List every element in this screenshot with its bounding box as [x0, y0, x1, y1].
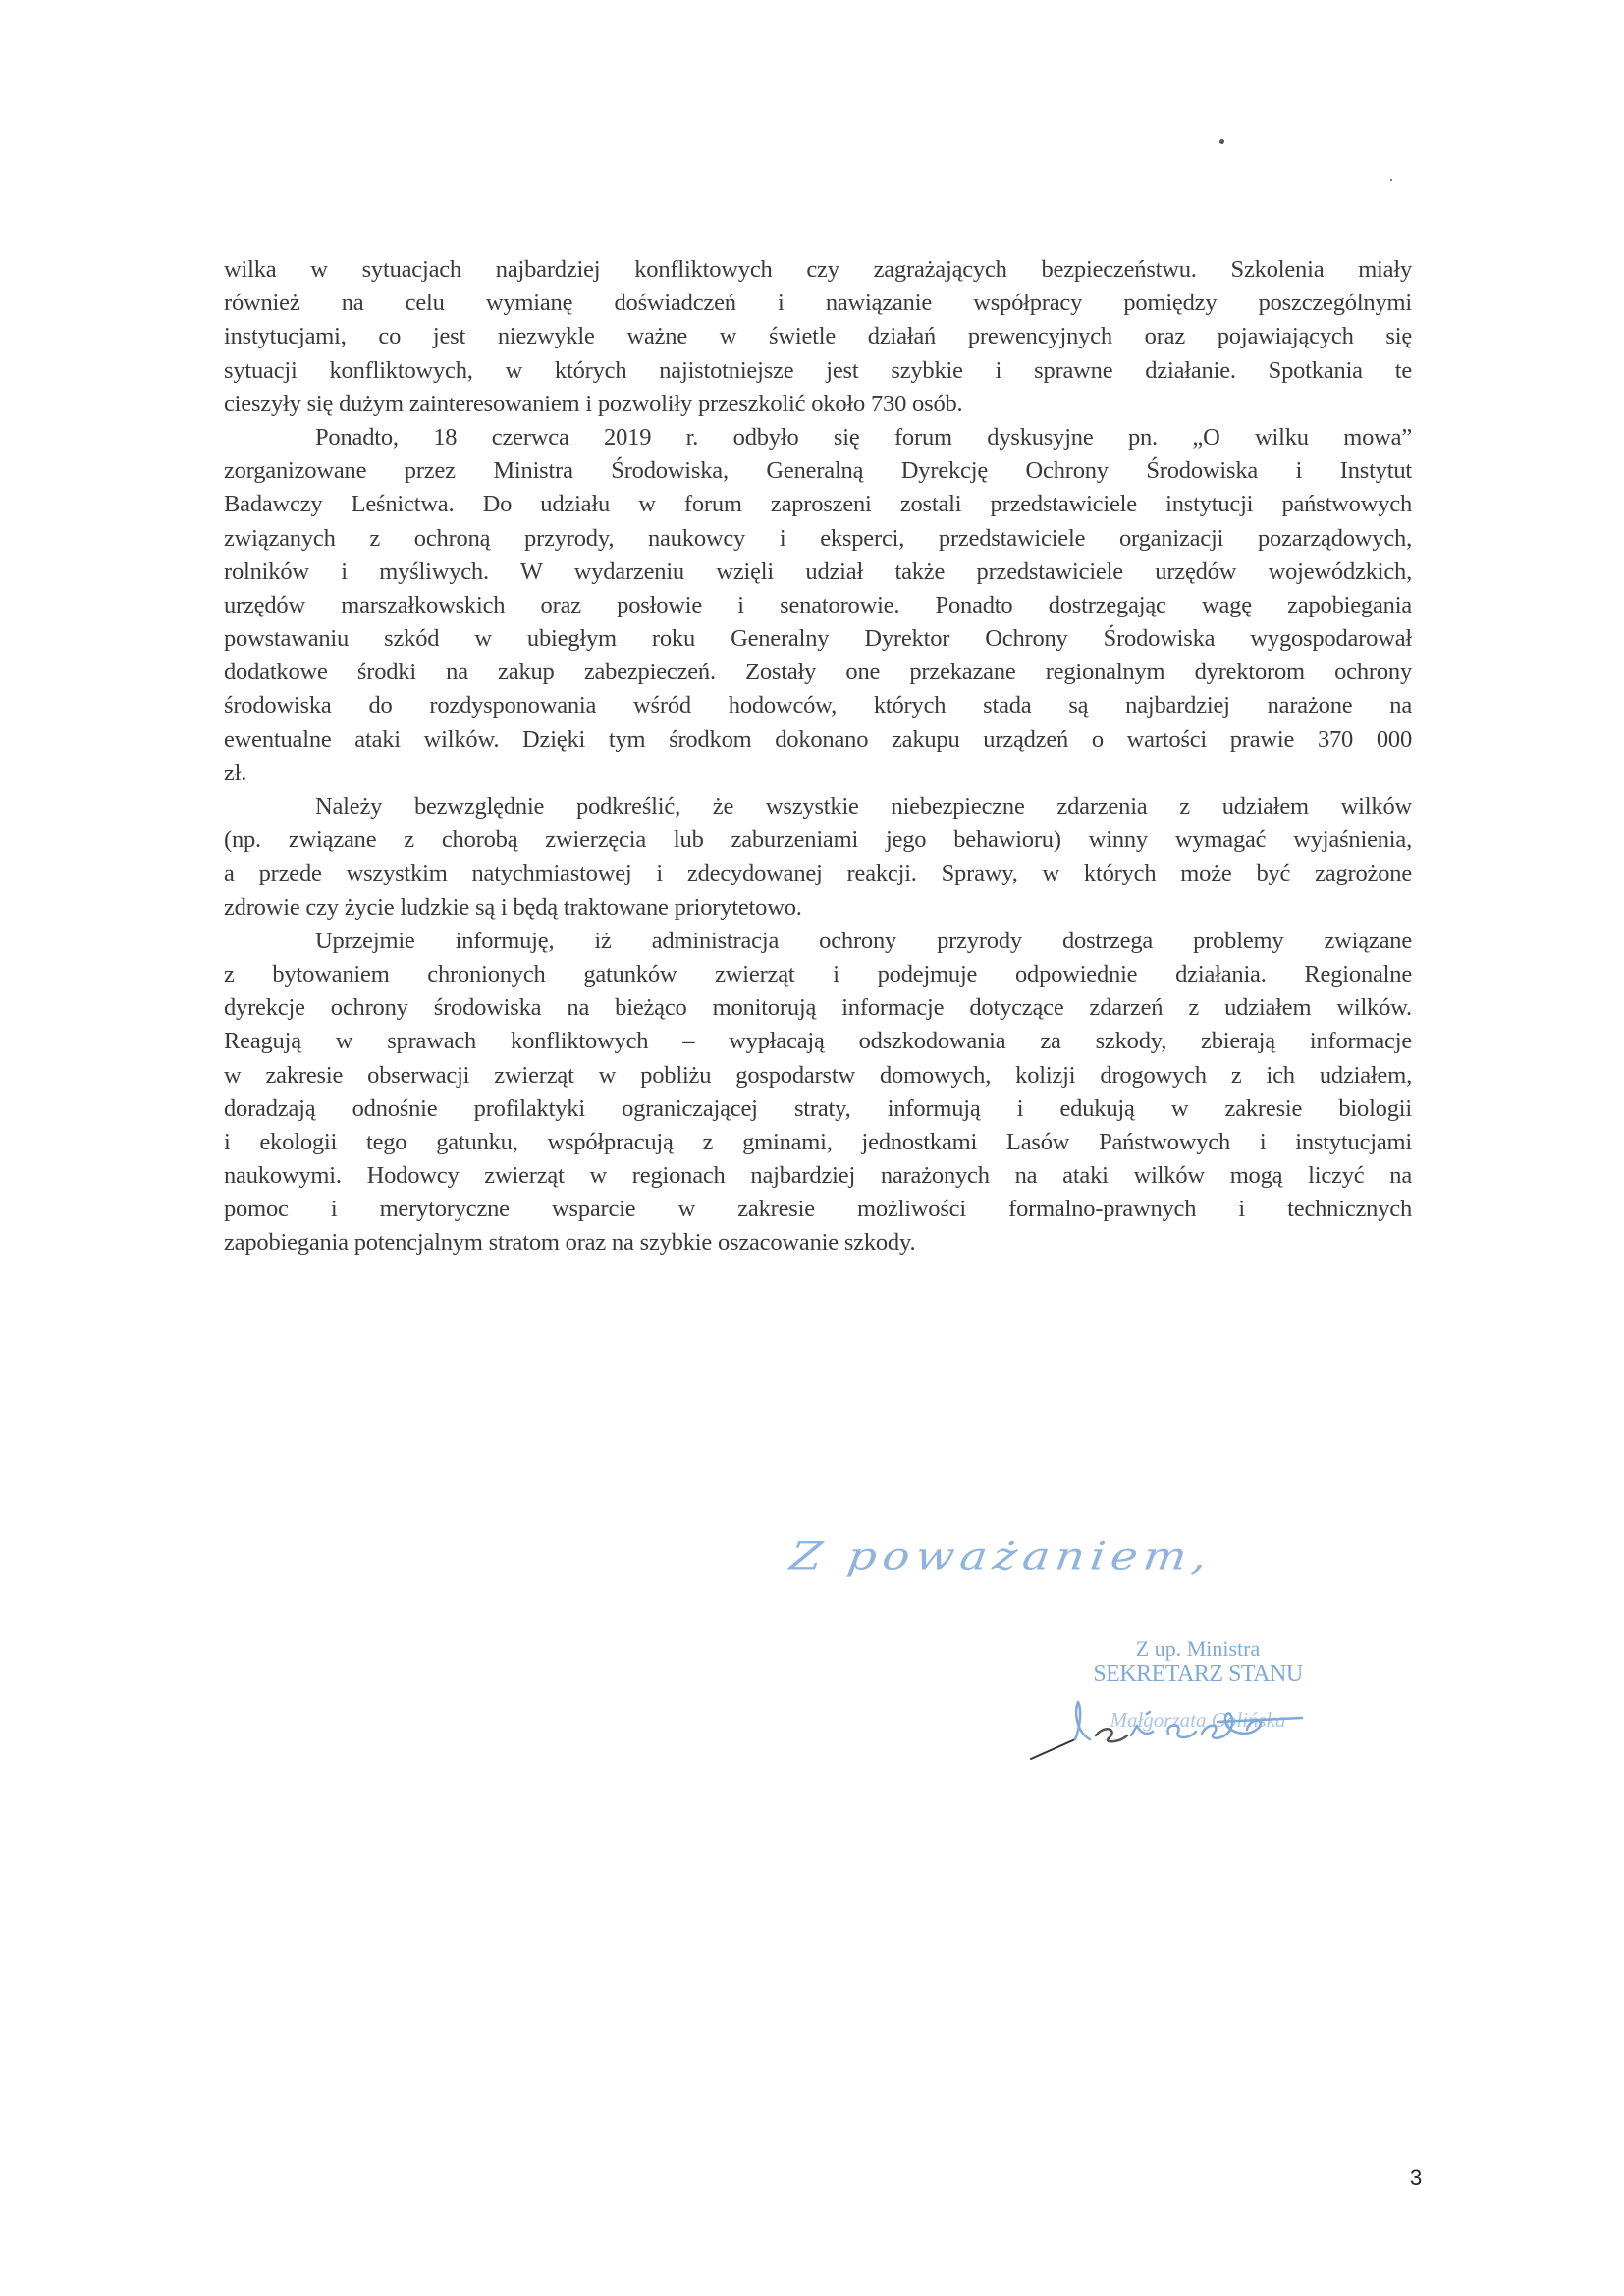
text-line: powstawaniu szkód w ubiegłym roku Generalny Dyrektor Ochrony Środowiska wygospodarował: [224, 625, 1412, 653]
text-line: Należy bezwzględnie podkreślić, że wszystkie niebezpieczne zdarzenia z udziałem wilków: [315, 793, 1412, 820]
text-line: instytucjami, co jest niezwykle ważne w świetle działań prewencyjnych oraz pojawiających się: [224, 323, 1412, 350]
text-line: zapobiegania potencjalnym stratom oraz na szybkie oszacowanie szkody.: [224, 1229, 916, 1256]
text-line: cieszyły się dużym zainteresowaniem i pozwoliły przeszkolić około 730 osób.: [224, 390, 963, 417]
scan-speck: [1219, 139, 1224, 144]
text-line: Ponadto, 18 czerwca 2019 r. odbyło się forum dyskusyjne pn. „O wilku mowa”: [315, 423, 1412, 451]
text-line: sytuacji konfliktowych, w których najistotniejsze jest szybkie i sprawne działanie. Spotkania te: [224, 356, 1412, 384]
text-line: w zakresie obserwacji zwierząt w pobliżu gospodarstw domowych, kolizji drogowych z ich udziałem,: [224, 1061, 1412, 1089]
text-line: naukowymi. Hodowcy zwierząt w regionach najbardziej narażonych na ataki wilków mogą liczyć na: [224, 1162, 1412, 1190]
stamp-title: SEKRETARZ STANU: [1093, 1661, 1303, 1686]
page-number: 3: [1410, 2165, 1423, 2190]
text-line: z bytowaniem chronionych gatunków zwierząt i podejmuje odpowiednie działania. Regionalne: [224, 960, 1412, 988]
text-line: a przede wszystkim natychmiastowej i zdecydowanej reakcji. Sprawy, w których może być zagrożone: [224, 860, 1412, 887]
text-line: dodatkowe środki na zakup zabezpieczeń. Zostały one przekazane regionalnym dyrektorom ochrony: [224, 659, 1412, 686]
text-line: zł.: [224, 759, 247, 786]
paragraph: [224, 421, 1412, 790]
text-line: i ekologii tego gatunku, współpracują z gminami, jednostkami Lasów Państwowych i instytucjami: [224, 1128, 1412, 1155]
text-line: zorganizowane przez Ministra Środowiska, Generalną Dyrekcję Ochrony Środowiska i Instytut: [224, 457, 1412, 485]
handwritten-closing: [786, 1522, 1340, 1600]
stamp-signatory-name: Małgorzata Golińska: [1110, 1708, 1286, 1732]
scan-speck: [1390, 179, 1392, 181]
text-line: rolników i myśliwych. W wydarzeniu wzięli udział także przedstawiciele urzędów wojewódzkich,: [224, 558, 1412, 585]
text-line: ewentualne ataki wilków. Dzięki tym środkom dokonano zakupu urządzeń o wartości prawie 370 000: [224, 725, 1412, 753]
letter-body: [224, 253, 1412, 1260]
text-line: również na celu wymianę doświadczeń i nawiązanie współpracy pomiędzy poszczególnymi: [224, 290, 1412, 317]
text-line: (np. związane z chorobą zwierzęcia lub zaburzeniami jego behawioru) winny wymagać wyjaśnienia,: [224, 827, 1412, 854]
text-line: doradzają odnośnie profilaktyki ograniczającej straty, informują i edukują w zakresie biologii: [224, 1095, 1412, 1122]
text-line: pomoc i merytoryczne wsparcie w zakresie możliwości formalno-prawnych i technicznych: [224, 1196, 1412, 1223]
text-line: zdrowie czy życie ludzkie są i będą traktowane priorytetowo.: [224, 893, 802, 921]
paragraph: [224, 925, 1412, 1260]
text-line: związanych z ochroną przyrody, naukowcy i eksperci, przedstawiciele organizacji pozarządowych,: [224, 524, 1412, 552]
text-line: urzędów marszałkowskich oraz posłowie i senatorowie. Ponadto dostrzegając wagę zapobiegania: [224, 591, 1412, 618]
text-line: Badawczy Leśnictwa. Do udziału w forum zaproszeni zostali przedstawiciele instytucji państwowych: [224, 491, 1412, 518]
paragraph: [224, 253, 1412, 421]
text-line: dyrekcje ochrony środowiska na bieżąco monitorują informacje dotyczące zdarzeń z udziałem wilków.: [224, 994, 1412, 1022]
text-line: środowiska do rozdysponowania wśród hodowców, których stada są najbardziej narażone na: [224, 692, 1412, 720]
closing-text: Z poważaniem,: [786, 1533, 1217, 1578]
stamp-authority-line: Z up. Ministra: [1135, 1636, 1261, 1661]
paragraph: [224, 790, 1412, 925]
handwritten-signature: [1021, 1688, 1316, 1767]
text-line: wilka w sytuacjach najbardziej konfliktowych czy zagrażających bezpieczeństwu. Szkolenia miały: [224, 256, 1412, 283]
text-line: Uprzejmie informuję, iż administracja ochrony przyrody dostrzega problemy związane: [315, 927, 1412, 954]
text-line: Reagują w sprawach konfliktowych – wypłacają odszkodowania za szkody, zbierają informacje: [224, 1028, 1412, 1055]
